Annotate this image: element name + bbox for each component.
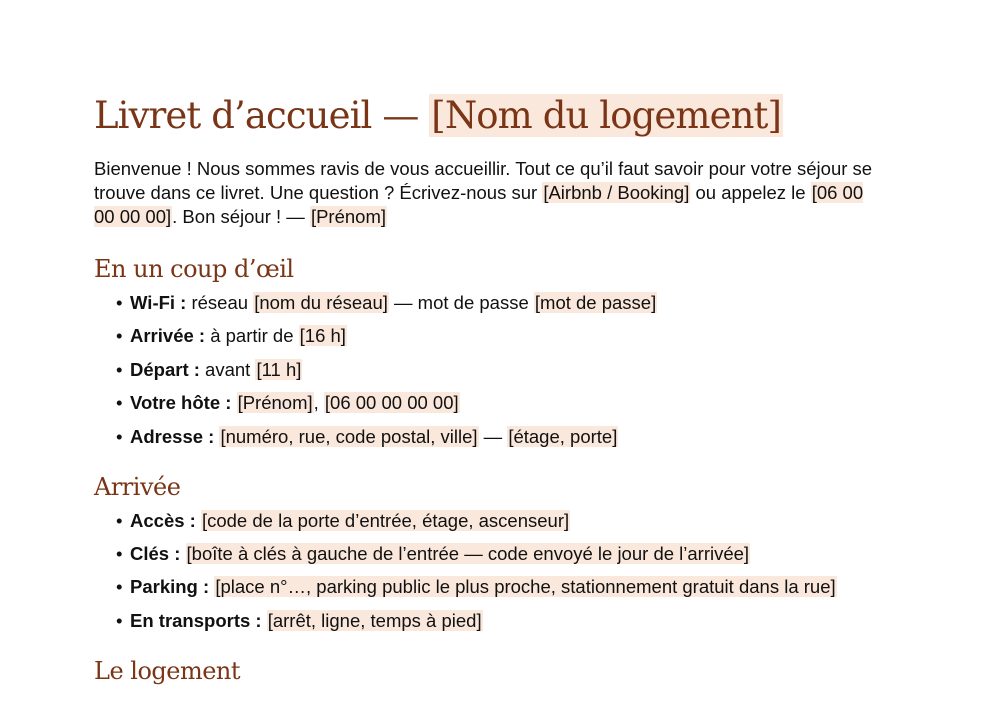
parking-label: Parking : xyxy=(130,576,210,598)
host-text-2: , xyxy=(313,392,324,414)
arrival-text: à partir de xyxy=(205,325,299,347)
keys-label: Clés : xyxy=(130,542,181,564)
arrival-list xyxy=(94,509,954,633)
intro-placeholder-phone: [06 00 00 00 00] xyxy=(94,182,864,227)
address-text-2: — xyxy=(478,425,508,447)
list-item-wifi xyxy=(116,291,954,315)
list-item-access xyxy=(116,509,954,533)
keys-text xyxy=(180,543,185,564)
transport-text xyxy=(262,610,267,631)
list-item-keys xyxy=(116,542,954,566)
host-name-placeholder: [Prénom] xyxy=(237,392,313,414)
host-text-1 xyxy=(231,392,236,413)
wifi-text-1: réseau xyxy=(186,292,254,313)
floor-door-placeholder: [étage, porte] xyxy=(508,425,618,447)
transport-placeholder: [arrêt, ligne, temps à pied] xyxy=(267,609,482,631)
intro-text-2: ou appelez le xyxy=(690,182,811,203)
transport-label: En transports : xyxy=(130,609,262,631)
section-heading-arrival: Arrivée xyxy=(94,472,181,501)
intro-text-3: . Bon séjour ! — xyxy=(172,206,310,227)
intro-text-1: Bienvenue ! Nous sommes ravis de vous accueillir. Tout ce qu’il faut savoir pour votre séjour se trouve dans ce livret. Une question ? Écrivez-nous sur xyxy=(94,158,873,203)
intro-paragraph xyxy=(94,157,874,229)
document-page xyxy=(94,93,954,693)
list-item-transport xyxy=(116,609,954,633)
access-label: Accès : xyxy=(130,509,196,531)
parking-placeholder: [place n°…, parking public le plus proche, stationnement gratuit dans la rue] xyxy=(215,576,836,598)
list-item-arrival-time xyxy=(116,324,954,348)
wifi-text-2: — mot de passe xyxy=(388,292,534,313)
host-label: Votre hôte : xyxy=(130,392,232,414)
glance-list xyxy=(94,291,954,449)
access-placeholder: [code de la porte d’entrée, étage, ascenseur] xyxy=(201,509,570,531)
host-phone-placeholder: [06 00 00 00 00] xyxy=(324,392,459,414)
list-item-parking xyxy=(116,575,954,599)
wifi-password-placeholder: [mot de passe] xyxy=(534,292,657,313)
section-heading-glance: En un coup d’œil xyxy=(94,255,294,283)
intro-placeholder-platform: [Airbnb / Booking] xyxy=(543,182,690,203)
list-item-host xyxy=(116,391,954,415)
arrival-label: Arrivée : xyxy=(130,325,206,347)
wifi-label: Wi-Fi : xyxy=(130,292,187,313)
section-heading-housing: Le logement xyxy=(94,656,241,685)
intro-placeholder-name: [Prénom] xyxy=(310,206,387,227)
page-title xyxy=(94,93,954,139)
departure-text: avant xyxy=(199,358,256,380)
title-placeholder: [Nom du logement] xyxy=(431,94,782,137)
departure-label: Départ : xyxy=(130,358,200,380)
keys-placeholder: [boîte à clés à gauche de l’entrée — code envoyé le jour de l’arrivée] xyxy=(186,542,750,564)
address-label: Adresse : xyxy=(130,425,215,447)
list-item-address xyxy=(116,425,954,449)
list-item-departure-time xyxy=(116,358,954,382)
departure-time-placeholder: [11 h] xyxy=(256,358,302,380)
page-title-text: Livret d’accueil — xyxy=(94,94,430,137)
address-placeholder: [numéro, rue, code postal, ville] xyxy=(220,425,478,447)
wifi-network-placeholder: [nom du réseau] xyxy=(254,292,388,313)
arrival-time-placeholder: [16 h] xyxy=(299,325,346,347)
